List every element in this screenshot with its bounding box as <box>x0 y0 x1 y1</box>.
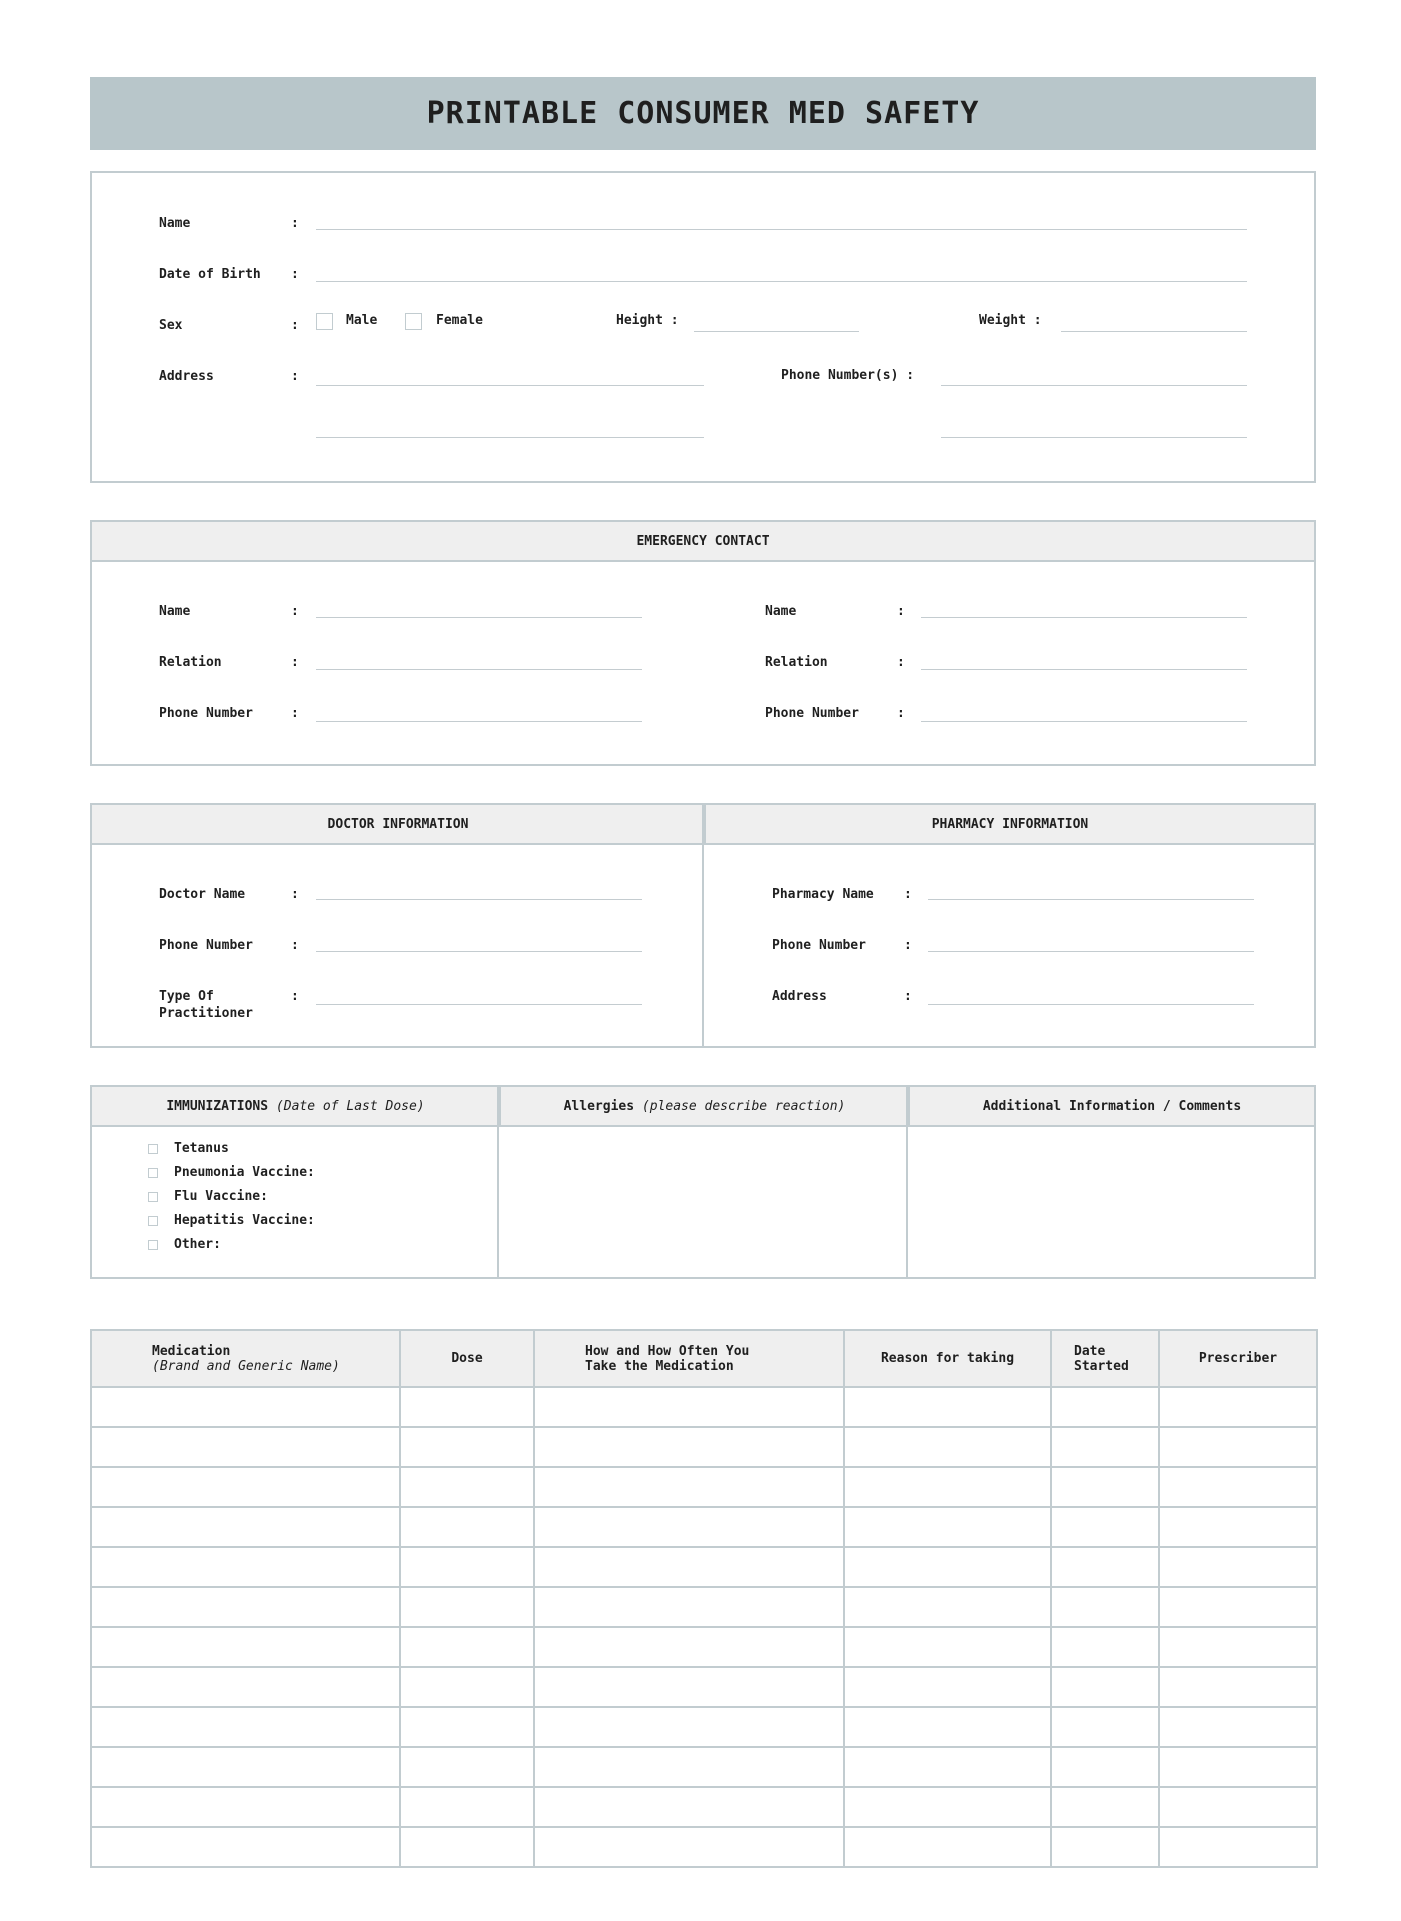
table-cell[interactable] <box>91 1787 400 1827</box>
name-field[interactable] <box>316 229 1247 230</box>
col-how-often <box>534 1330 844 1387</box>
male-checkbox[interactable] <box>316 313 333 330</box>
table-cell[interactable] <box>91 1707 400 1747</box>
colon: : <box>291 369 299 384</box>
table-cell[interactable] <box>534 1787 844 1827</box>
colon: : <box>904 938 912 953</box>
doctor-phone-field[interactable] <box>316 951 642 952</box>
sex-label: Sex <box>159 318 183 333</box>
table-row <box>91 1427 1317 1467</box>
colon: : <box>897 706 905 721</box>
table-row <box>91 1507 1317 1547</box>
divider <box>702 805 704 1046</box>
table-row <box>91 1707 1317 1747</box>
address-label: Address <box>159 369 214 384</box>
practitioner-type-field[interactable] <box>316 1004 642 1005</box>
tetanus-label: Tetanus <box>174 1141 229 1156</box>
pharmacy-name-field[interactable] <box>928 899 1254 900</box>
table-row <box>91 1387 1317 1427</box>
emergency-contact-section <box>90 520 1316 766</box>
flu-label: Flu Vaccine: <box>174 1189 268 1204</box>
colon: : <box>904 887 912 902</box>
table-cell[interactable] <box>91 1547 400 1587</box>
table-cell[interactable] <box>91 1387 400 1427</box>
col-medication-title: Medication <box>152 1343 231 1359</box>
other-label: Other: <box>174 1237 221 1252</box>
colon: : <box>291 655 299 670</box>
col-date-started <box>1051 1330 1159 1387</box>
height-label: Height : <box>616 313 679 328</box>
pharmacy-phone-label: Phone Number <box>772 938 866 953</box>
colon: : <box>904 989 912 1004</box>
table-row <box>91 1467 1317 1507</box>
allergies-header <box>501 1087 908 1127</box>
table-cell[interactable] <box>1051 1427 1159 1467</box>
col-medication <box>91 1330 400 1387</box>
col-reason: Reason for taking <box>844 1330 1051 1387</box>
table-cell[interactable] <box>400 1667 534 1707</box>
immunizations-header <box>92 1087 499 1127</box>
col-prescriber: Prescriber <box>1159 1330 1317 1387</box>
table-row <box>91 1787 1317 1827</box>
table-cell[interactable] <box>1051 1547 1159 1587</box>
male-label: Male <box>346 313 378 328</box>
title-bar <box>90 77 1316 150</box>
table-cell[interactable] <box>534 1827 844 1867</box>
table-cell[interactable] <box>400 1387 534 1427</box>
table-cell[interactable] <box>400 1707 534 1747</box>
address-field-2[interactable] <box>316 437 704 438</box>
table-cell[interactable] <box>534 1547 844 1587</box>
pharmacy-address-label: Address <box>772 989 827 1004</box>
table-cell[interactable] <box>844 1787 1051 1827</box>
weight-field[interactable] <box>1061 331 1247 332</box>
table-cell[interactable] <box>400 1627 534 1667</box>
table-cell[interactable] <box>844 1627 1051 1667</box>
height-field[interactable] <box>694 331 859 332</box>
colon: : <box>291 706 299 721</box>
phone-field-1[interactable] <box>941 385 1247 386</box>
pneumonia-checkbox[interactable] <box>148 1168 158 1178</box>
ec1-phone-label: Phone Number <box>159 706 253 721</box>
ec2-relation-label: Relation <box>765 655 828 670</box>
allergies-title: Allergies <box>563 1098 635 1114</box>
practitioner-type-label: Type Of <box>159 989 214 1004</box>
female-label: Female <box>436 313 483 328</box>
additional-info-header: Additional Information / Comments <box>910 1087 1314 1127</box>
immunizations-subtitle: (Date of Last Dose) <box>275 1098 425 1114</box>
colon: : <box>897 604 905 619</box>
table-cell[interactable] <box>534 1467 844 1507</box>
ec1-phone-field[interactable] <box>316 721 642 722</box>
table-cell[interactable] <box>1159 1707 1317 1747</box>
pharmacy-address-field[interactable] <box>928 1004 1254 1005</box>
ec2-phone-field[interactable] <box>921 721 1247 722</box>
hepatitis-label: Hepatitis Vaccine: <box>174 1213 315 1228</box>
table-cell[interactable] <box>534 1747 844 1787</box>
doctor-name-field[interactable] <box>316 899 642 900</box>
table-cell[interactable] <box>534 1627 844 1667</box>
doctor-phone-label: Phone Number <box>159 938 253 953</box>
doctor-name-label: Doctor Name <box>159 887 246 902</box>
table-cell[interactable] <box>1051 1387 1159 1427</box>
table-cell[interactable] <box>534 1707 844 1747</box>
female-checkbox[interactable] <box>405 313 422 330</box>
address-field-1[interactable] <box>316 385 704 386</box>
colon: : <box>291 604 299 619</box>
table-cell[interactable] <box>534 1587 844 1627</box>
table-cell[interactable] <box>400 1587 534 1627</box>
table-cell[interactable] <box>1051 1627 1159 1667</box>
table-cell[interactable] <box>1159 1467 1317 1507</box>
colon: : <box>291 887 299 902</box>
table-cell[interactable] <box>534 1387 844 1427</box>
table-cell[interactable] <box>1159 1507 1317 1547</box>
table-cell[interactable] <box>1159 1587 1317 1627</box>
table-cell[interactable] <box>400 1827 534 1867</box>
table-cell[interactable] <box>844 1547 1051 1587</box>
dob-label: Date of Birth <box>159 267 261 282</box>
table-cell[interactable] <box>400 1427 534 1467</box>
allergies-subtitle: (please describe reaction) <box>641 1098 846 1114</box>
table-cell[interactable] <box>400 1747 534 1787</box>
colon: : <box>897 655 905 670</box>
table-cell[interactable] <box>400 1507 534 1547</box>
table-row <box>91 1627 1317 1667</box>
table-cell[interactable] <box>91 1827 400 1867</box>
table-cell[interactable] <box>1159 1827 1317 1867</box>
phone-field-2[interactable] <box>941 437 1247 438</box>
other-checkbox[interactable] <box>148 1240 158 1250</box>
table-row <box>91 1667 1317 1707</box>
ec2-phone-label: Phone Number <box>765 706 859 721</box>
table-row <box>91 1547 1317 1587</box>
table-cell[interactable] <box>844 1427 1051 1467</box>
flu-checkbox[interactable] <box>148 1192 158 1202</box>
colon: : <box>291 989 299 1004</box>
table-cell[interactable] <box>1159 1387 1317 1427</box>
table-cell[interactable] <box>1159 1747 1317 1787</box>
table-cell[interactable] <box>400 1787 534 1827</box>
table-cell[interactable] <box>1051 1787 1159 1827</box>
table-cell[interactable] <box>844 1387 1051 1427</box>
table-cell[interactable] <box>844 1747 1051 1787</box>
table-cell[interactable] <box>844 1507 1051 1547</box>
table-cell[interactable] <box>91 1587 400 1627</box>
emergency-contact-header: EMERGENCY CONTACT <box>92 522 1314 562</box>
table-cell[interactable] <box>1051 1507 1159 1547</box>
table-cell[interactable] <box>1159 1627 1317 1667</box>
col-dose: Dose <box>400 1330 534 1387</box>
col-how-often-line2: Take the Medication <box>585 1358 734 1374</box>
ec1-name-field[interactable] <box>316 617 642 618</box>
table-cell[interactable] <box>1051 1827 1159 1867</box>
table-cell[interactable] <box>844 1467 1051 1507</box>
col-how-often-line1: How and How Often You <box>585 1343 750 1359</box>
table-cell[interactable] <box>91 1627 400 1667</box>
table-cell[interactable] <box>91 1507 400 1547</box>
table-cell[interactable] <box>1051 1587 1159 1627</box>
table-row <box>91 1587 1317 1627</box>
table-cell[interactable] <box>91 1467 400 1507</box>
table-cell[interactable] <box>1159 1547 1317 1587</box>
table-cell[interactable] <box>534 1667 844 1707</box>
table-cell[interactable] <box>1051 1707 1159 1747</box>
tetanus-checkbox[interactable] <box>148 1144 158 1154</box>
medication-table-body <box>91 1387 1317 1867</box>
ec2-name-label: Name <box>765 604 797 619</box>
practitioner-type-label-2: Practitioner <box>159 1006 253 1021</box>
table-cell[interactable] <box>844 1667 1051 1707</box>
pharmacy-info-header: PHARMACY INFORMATION <box>706 805 1314 845</box>
table-cell[interactable] <box>844 1827 1051 1867</box>
colon: : <box>291 267 299 282</box>
table-cell[interactable] <box>400 1467 534 1507</box>
table-cell[interactable] <box>91 1427 400 1467</box>
table-cell[interactable] <box>534 1427 844 1467</box>
page-title: PRINTABLE CONSUMER MED SAFETY <box>426 96 980 131</box>
table-cell[interactable] <box>1051 1467 1159 1507</box>
table-cell[interactable] <box>1051 1747 1159 1787</box>
table-header-row <box>91 1330 1317 1387</box>
table-cell[interactable] <box>844 1707 1051 1747</box>
col-date-line2: Started <box>1074 1358 1129 1374</box>
table-row <box>91 1827 1317 1867</box>
pneumonia-label: Pneumonia Vaccine: <box>174 1165 315 1180</box>
table-cell[interactable] <box>91 1747 400 1787</box>
ec1-name-label: Name <box>159 604 191 619</box>
table-cell[interactable] <box>534 1507 844 1547</box>
ec1-relation-label: Relation <box>159 655 222 670</box>
name-label: Name <box>159 216 191 231</box>
table-cell[interactable] <box>844 1587 1051 1627</box>
table-row <box>91 1747 1317 1787</box>
ec2-relation-field[interactable] <box>921 669 1247 670</box>
col-date-line1: Date <box>1074 1343 1106 1359</box>
phone-numbers-label: Phone Number(s) : <box>781 368 915 383</box>
pharmacy-name-label: Pharmacy Name <box>772 887 874 902</box>
medication-table <box>90 1329 1318 1868</box>
colon: : <box>291 938 299 953</box>
pharmacy-phone-field[interactable] <box>928 951 1254 952</box>
table-cell[interactable] <box>1159 1787 1317 1827</box>
additional-info-area[interactable] <box>908 1127 1314 1277</box>
weight-label: Weight : <box>979 313 1042 328</box>
colon: : <box>291 216 299 231</box>
hepatitis-checkbox[interactable] <box>148 1216 158 1226</box>
colon: : <box>291 318 299 333</box>
immunizations-title: IMMUNIZATIONS <box>166 1098 269 1114</box>
table-cell[interactable] <box>91 1667 400 1707</box>
table-cell[interactable] <box>1159 1667 1317 1707</box>
dob-field[interactable] <box>316 281 1247 282</box>
allergies-area[interactable] <box>499 1127 906 1277</box>
table-cell[interactable] <box>1159 1427 1317 1467</box>
ec1-relation-field[interactable] <box>316 669 642 670</box>
doctor-info-header: DOCTOR INFORMATION <box>92 805 704 845</box>
table-cell[interactable] <box>400 1547 534 1587</box>
table-cell[interactable] <box>1051 1667 1159 1707</box>
col-medication-subtitle: (Brand and Generic Name) <box>152 1358 340 1374</box>
ec2-name-field[interactable] <box>921 617 1247 618</box>
